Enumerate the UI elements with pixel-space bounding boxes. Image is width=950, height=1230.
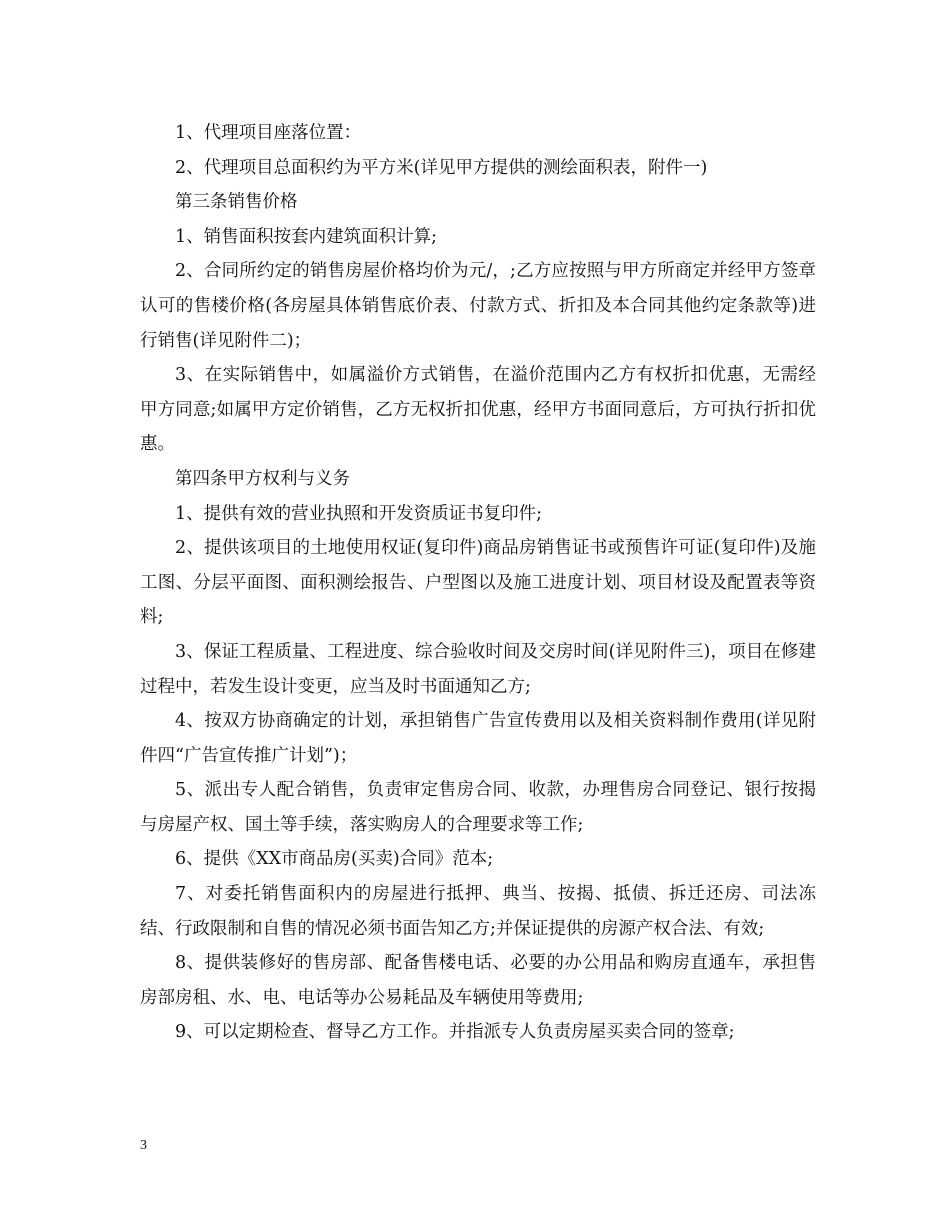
paragraph-item-1-location: 1、代理项目座落位置： — [175, 123, 362, 143]
paragraph-article-3-item-2: 2、合同所约定的销售房屋价格均价为元/，;乙方应按照与甲方所商定并经甲方签章认可的售楼价格(各房屋具体销售底价表、付款方式、折扣及本合同其他约定条款等)进行销售(详见附件二)； — [140, 261, 816, 351]
paragraph-article-4-item-9: 9、可以定期检查、督导乙方工作。并指派专人负责房屋买卖合同的签章; — [175, 1022, 735, 1043]
paragraph-article-4-item-3: 3、保证工程质量、工程进度、综合验收时间及交房时间(详见附件三)，项目在修建过程中，若发生设计变更，应当及时书面通知乙方; — [140, 641, 816, 697]
paragraph-article-4-item-5: 5、派出专人配合销售，负责审定售房合同、收款，办理售房合同登记、银行按揭与房屋产权、国土等手续，落实购房人的合理要求等工作; — [140, 780, 816, 835]
paragraph-article-3-item-1: 1、销售面积按套内建筑面积计算; — [175, 226, 438, 247]
paragraph-article-4-item-6: 6、提供《XX市商品房(买卖)合同》范本; — [175, 849, 494, 870]
paragraph-article-4-item-4: 4、按双方协商确定的计划，承担销售广告宣传费用以及相关资料制作费用(详见附件四“广告宣传推广计划”)； — [140, 711, 816, 766]
paragraph-article-4-item-1: 1、提供有效的营业执照和开发资质证书复印件; — [175, 503, 543, 524]
paragraph-article-4-item-2: 2、提供该项目的土地使用权证(复印件)商品房销售证书或预售许可证(复印件)及施工图、分层平面图、面积测绘报告、户型图以及施工进度计划、项目材设及配置表等资料; — [140, 538, 816, 628]
paragraph-article-3-item-3: 3、在实际销售中，如属溢价方式销售，在溢价范围内乙方有权折扣优惠，无需经甲方同意;如属甲方定价销售，乙方无权折扣优惠，经甲方书面同意后，方可执行折扣优惠。 — [140, 365, 816, 455]
page-number: 3 — [140, 1138, 147, 1153]
section-heading-article-4: 第四条甲方权利与义务 — [175, 468, 350, 489]
paragraph-article-4-item-7: 7、对委托销售面积内的房屋进行抵押、典当、按揭、抵债、拆迁还房、司法冻结、行政限制和自售的情况必须书面告知乙方;并保证提供的房源产权合法、有效; — [140, 884, 816, 939]
document-body — [140, 116, 816, 1050]
section-heading-article-3: 第三条销售价格 — [175, 192, 298, 213]
paragraph-item-2-total-area: 2、代理项目总面积约为平方米(详见甲方提供的测绘面积表，附件一) — [175, 157, 708, 178]
paragraph-article-4-item-8: 8、提供装修好的售房部、配备售楼电话、必要的办公用品和购房直通车，承担售房部房租、水、电、电话等办公易耗品及车辆使用等费用; — [140, 953, 816, 1008]
